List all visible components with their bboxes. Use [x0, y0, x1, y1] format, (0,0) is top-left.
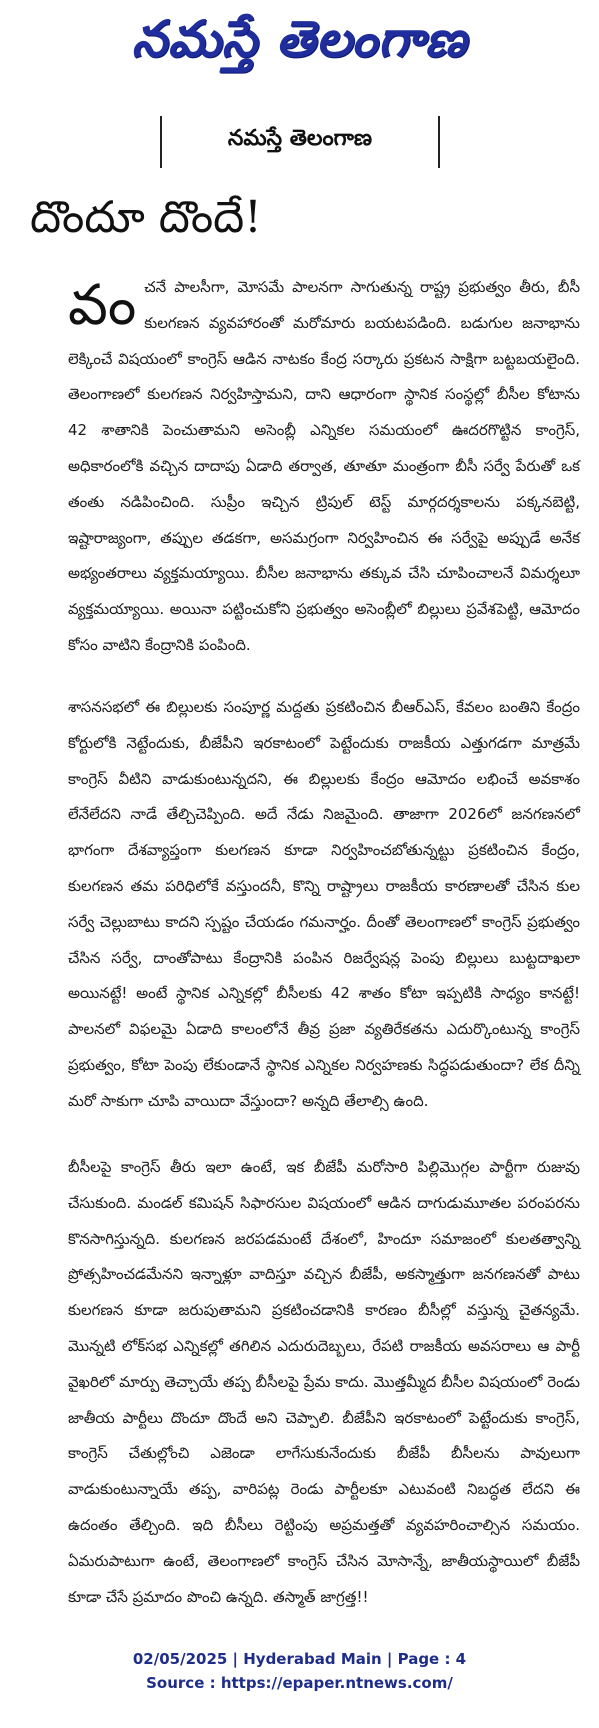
- section-label: నమస్తే తెలంగాణ: [227, 126, 373, 151]
- paragraph-3-text: బీసీలపై కాంగ్రెస్ తీరు ఇలా ఉంటే, ఇక బీజేపీ మరోసారి పిల్లిమొగ్గల పార్టీగా రుజువు చేసుకుంది. మండల్ కమిషన్ సిఫారసుల విషయంలో ఆడిన దాగుడుమూతల పరంపరను కొనసాగిస్తున్నది. కులగణన జరపడమంటే దేశంలో, హిందూ సమాజంలో కులతత్వాన్ని ప్రోత్సహించడమేనని ఇన్నాళ్లూ వాదిస్తూ వచ్చిన బీజేపీ, అకస్మాత్తుగా జనగణనతో పాటు కులగణన కూడా జరుపుతామని ప్రకటించడానికి కారణం బీసీల్లో వస్తున్న చైతన్యమే. మొన్నటి లోక్‌సభ ఎన్నికల్లో తగిలిన ఎదురుదెబ్బలు, రేపటి రాజకీయ అవసరాలు ఆ పార్టీ వైఖరిలో మార్పు తెచ్చాయే తప్ప బీసీలపై ప్రేమ కాదు. మొత్తమ్మీద బీసీల విషయంలో రెండు జాతీయ పార్టీలు దొందూ దొందే అని చెప్పాలి. బీజేపీని ఇరకాటంలో పెట్టేందుకు కాంగ్రెస్, కాంగ్రెస్ చేతుల్లోంచి ఎజెండా లాగేసుకునేందుకు బీజేపీ బీసీలను పావులుగా వాడుకుంటున్నాయే తప్ప, వారిపట్ల రెండు పార్టీలకూ ఎటువంటి నిబద్ధత లేదని ఈ ఉదంతం తేల్చింది. ఇది బీసీలు రెట్టింపు అప్రమత్తతో వ్యవహరించాల్సిన సమయం. ఏమరుపాటుగా ఉంటే, తెలంగాణలో కాంగ్రెస్ చేసిన మోసాన్నే, జాతీయస్థాయిలో బీజేపీ కూడా చేసే ప్రమాదం పొంచి ఉన్నది. తస్మాత్ జాగ్రత్త!!: [68, 1158, 580, 1606]
- banner-right-rule: [438, 116, 440, 168]
- article-paragraph-1: [68, 270, 580, 660]
- masthead-title: నమస్తే తెలంగాణ: [131, 10, 468, 68]
- article-paragraph-2: [68, 690, 580, 1110]
- paragraph-2-text: శాసనసభలో ఈ బిల్లులకు సంపూర్ణ మద్దతు ప్రకటించిన బీఆర్ఎస్, కేవలం బంతిని కేంద్రం కోర్టులోకి నెట్టేందుకు, బీజేపీని ఇరకాటంలో పెట్టేందుకు రాజకీయ ఎత్తుగడగా మాత్రమే కాంగ్రెస్ వీటిని వాడుకుంటున్నదని, ఈ బిల్లులకు కేంద్రం ఆమోదం లభించే అవకాశం లేనేలేదని నాడే తేల్చిచెప్పింది. అదే నేడు నిజమైంది. తాజాగా 2026లో జనగణనలో భాగంగా దేశవ్యాప్తంగా కులగణన కూడా నిర్వహించబోతున్నట్టు ప్రకటించిన కేంద్రం, కులగణన తమ పరిధిలోకే వస్తుందనీ, కొన్ని రాష్ట్రాలు రాజకీయ కారణాలతో చేసిన కుల సర్వే చెల్లుబాటు కాదని స్పష్టం చేయడం గమనార్హం. దీంతో తెలంగాణలో కాంగ్రెస్ ప్రభుత్వం చేసిన సర్వే, దాంతోపాటు కేంద్రానికి పంపిన రిజర్వేషన్ల పెంపు బిల్లులు బుట్టదాఖలా అయినట్టే! అంటే స్థానిక ఎన్నికల్లో బీసీలకు 42 శాతం కోటా ఇప్పటికి సాధ్యం కానట్టే! పాలనలో విఫలమై ఏడాది కాలంలోనే తీవ్ర ప్రజా వ్యతిరేకతను ఎదుర్కొంటున్న కాంగ్రెస్ ప్రభుత్వం, కోటా పెంపు లేకుండానే స్థానిక ఎన్నికల నిర్వహణకు సిద్ధపడుతుందా? లేక దీన్ని మరో సాకుగా చూపి వాయిదా వేస్తుందా? అన్నది తేలాల్సి ఉంది.: [68, 698, 580, 1110]
- article-paragraph-3: [68, 1150, 580, 1630]
- section-banner: [160, 116, 440, 168]
- footer-source-line[interactable]: Source : https://epaper.ntnews.com/: [146, 1674, 453, 1692]
- drop-cap: వం: [68, 273, 137, 338]
- paragraph-1-text: చనే పాలసీగా, మోసమే పాలనగా సాగుతున్న రాష్ట్ర ప్రభుత్వం తీరు, బీసీ కులగణన వ్యవహారంతో మరోమారు బయటపడింది. బడుగుల జనాభాను లెక్కించే విషయంలో కాంగ్రెస్ ఆడిన నాటకం కేంద్ర సర్కారు ప్రకటన సాక్షిగా బట్టబయలైంది. తెలంగాణలో కులగణన నిర్వహిస్తామని, దాని ఆధారంగా స్థానిక సంస్థల్లో బీసీల కోటాను 42 శాతానికి పెంచుతామని అసెంబ్లీ ఎన్నికల సమయంలో ఊదరగొట్టిన కాంగ్రెస్, అధికారంలోకి వచ్చిన దాదాపు ఏడాది తర్వాత, తూతూ మంత్రంగా బీసీ సర్వే పేరుతో ఒక తంతు నడిపించింది. సుప్రీం ఇచ్చిన ట్రిపుల్ టెస్ట్ మార్గదర్శకాలను పక్కనబెట్టి, ఇష్టారాజ్యంగా, తప్పుల తడకగా, అసమగ్రంగా నిర్వహించిన ఈ సర్వేపై అప్పుడే అనేక అభ్యంతరాలు వ్యక్తమయ్యాయి. బీసీల జనాభాను తక్కువ చేసి చూపించాలనే విమర్శలూ వ్యక్తమయ్యాయి. అయినా పట్టించుకోని ప్రభుత్వం అసెంబ్లీలో బిల్లులు ప్రవేశపెట్టి, ఆమోదం కోసం వాటిని కేంద్రానికి పంపింది.: [68, 278, 580, 654]
- footer-date-line: 02/05/2025 | Hyderabad Main | Page : 4: [132, 1650, 467, 1668]
- article-headline: దొందూ దొందే!: [30, 192, 262, 243]
- masthead: [0, 0, 599, 100]
